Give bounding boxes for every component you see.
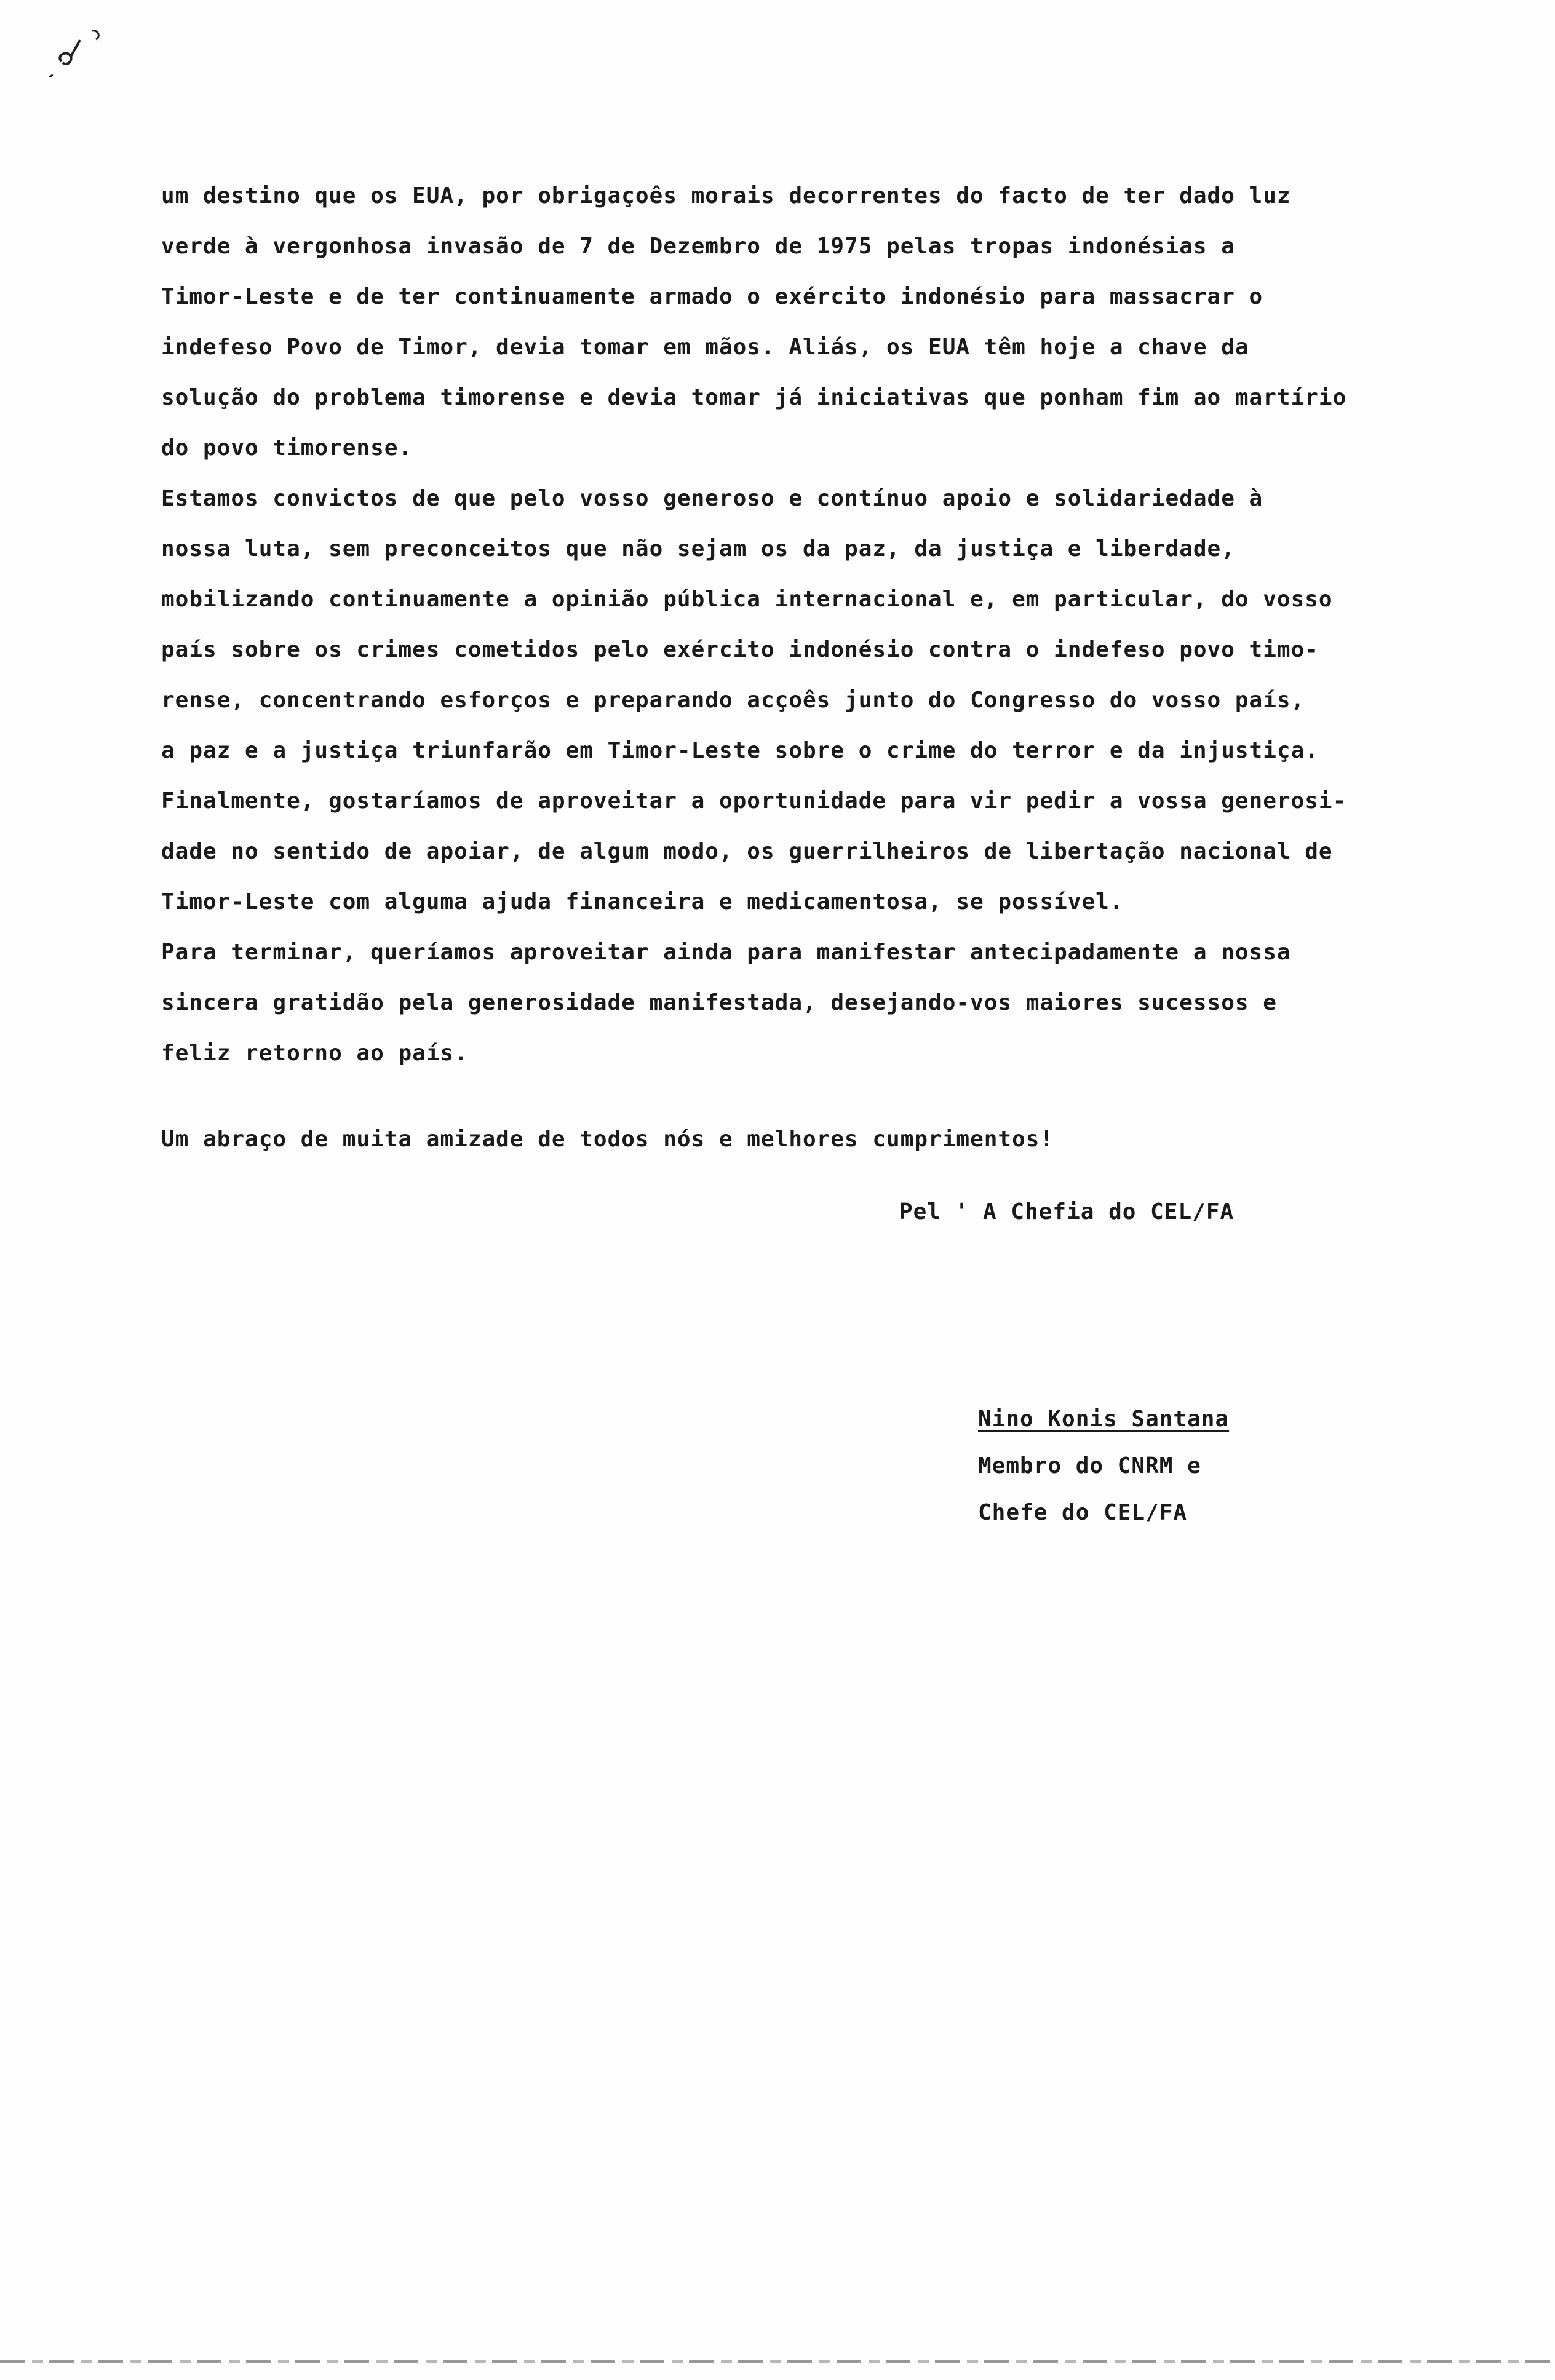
- letter-line: Estamos convictos de que pelo vosso generoso e contínuo apoio e solidariedade à: [161, 486, 1263, 511]
- letter-line: Timor-Leste com alguma ajuda financeira e medicamentosa, se possível.: [161, 889, 1124, 914]
- letter-line: nossa luta, sem preconceitos que não sejam os da paz, da justiça e liberdade,: [161, 536, 1235, 561]
- paragraph-gap: [161, 1079, 1477, 1114]
- letter-line: dade no sentido de apoiar, de algum modo, os guerrilheiros de libertação nacional de: [161, 839, 1333, 864]
- letter-line: rense, concentrando esforços e preparando acçoês junto do Congresso do vosso país,: [161, 688, 1305, 713]
- letter-line: um destino que os EUA, por obrigaçoês morais decorrentes do facto de ter dado luz: [161, 183, 1291, 208]
- letter-line: feliz retorno ao país.: [161, 1041, 468, 1066]
- letter-line: indefeso Povo de Timor, devia tomar em mãos. Aliás, os EUA têm hoje a chave da: [161, 335, 1249, 360]
- on-behalf-line: Pel ' A Chefia do CEL/FA: [899, 1199, 1235, 1224]
- signatory-name: Nino Konis Santana: [978, 1406, 1230, 1432]
- letter-line: mobilizando continuamente a opinião pública internacional e, em particular, do vosso: [161, 587, 1333, 612]
- letter-body: [161, 171, 1477, 1165]
- page-bottom-edge: [0, 2360, 1555, 2363]
- letter-line: do povo timorense.: [161, 435, 413, 461]
- signature-block: [978, 1396, 1229, 1536]
- handwritten-mark-icon: [37, 18, 111, 80]
- letter-line: país sobre os crimes cometidos pelo exército indonésio contra o indefeso povo timo-: [161, 637, 1319, 662]
- letter-line: verde à vergonhosa invasão de 7 de Dezembro de 1975 pelas tropas indonésias a: [161, 234, 1235, 259]
- letter-line: Para terminar, queríamos aproveitar ainda para manifestar antecipadamente a nossa: [161, 940, 1291, 965]
- letter-line: a paz e a justiça triunfarão em Timor-Leste sobre o crime do terror e da injustiça.: [161, 738, 1319, 763]
- letter-line: sincera gratidão pela generosidade manifestada, desejando-vos maiores sucessos e: [161, 990, 1277, 1015]
- letter-line: solução do problema timorense e devia tomar já iniciativas que ponham fim ao martírio: [161, 385, 1347, 410]
- signatory-role: Membro do CNRM e: [978, 1453, 1201, 1478]
- closing-line: Um abraço de muita amizade de todos nós e melhores cumprimentos!: [161, 1127, 1054, 1152]
- letter-line: Finalmente, gostaríamos de aproveitar a oportunidade para vir pedir a vossa generosi-: [161, 788, 1347, 814]
- signatory-role: Chefe do CEL/FA: [978, 1500, 1188, 1525]
- letter-line: Timor-Leste e de ter continuamente armado o exército indonésio para massacrar o: [161, 284, 1263, 309]
